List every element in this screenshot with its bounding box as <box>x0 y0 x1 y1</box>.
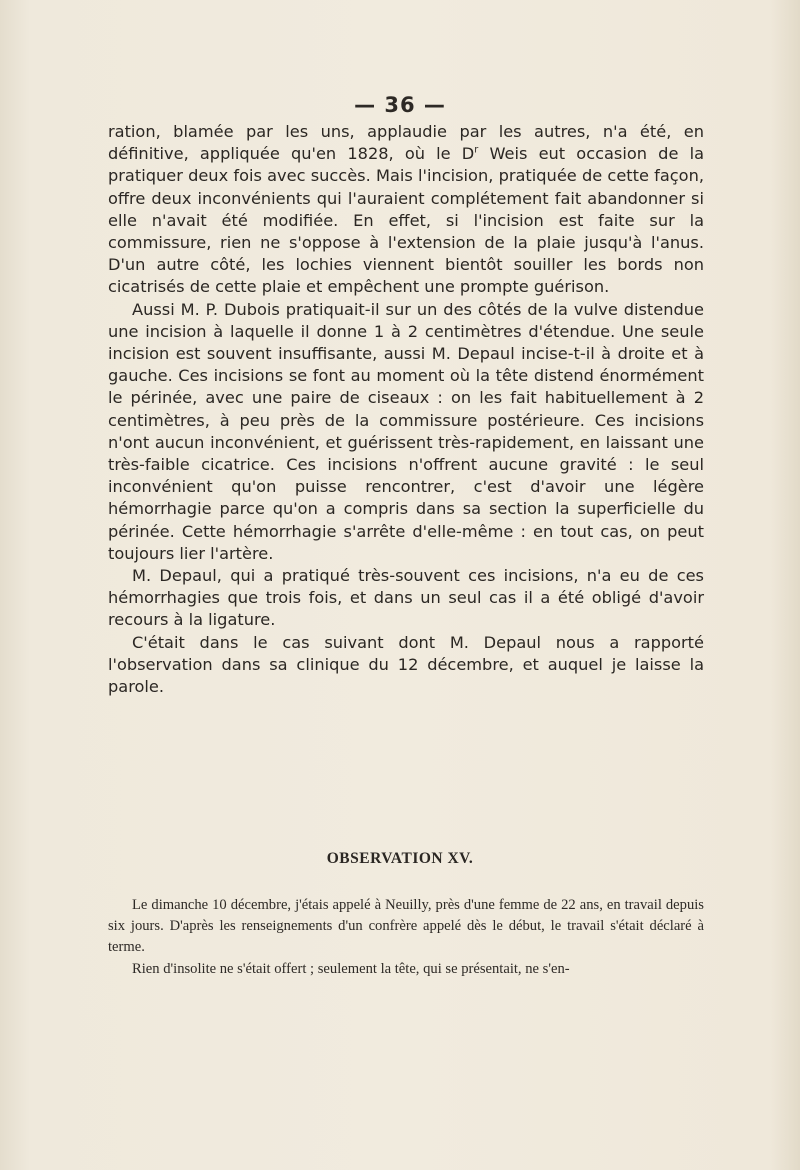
paragraph: Le dimanche 10 décembre, j'étais appelé à Neuilly, près d'une femme de 22 ans, en travail depuis six jours. D'après les renseignements d'un confrère appelé dès le début, le travail s'était déclaré à terme. <box>108 897 704 956</box>
page-number: — 36 — <box>354 93 446 117</box>
paragraph: M. Depaul, qui a pratiqué très-souvent ces incisions, n'a eu de ces hémorrhagies que trois fois, et dans un seul cas il a été obligé d'avoir recours à la ligature. <box>108 566 704 630</box>
observation-text <box>108 895 704 980</box>
paragraph: C'était dans le cas suivant dont M. Depaul nous a rapporté l'observation dans sa clinique du 12 décembre, et auquel je laisse la parole. <box>108 632 704 697</box>
observation-heading: OBSERVATION XV. <box>326 850 474 867</box>
paragraph-text: ration, blamée par les uns, applaudie par les autres, n'a été, en définitive, appliquée qu'en 1828, où le D <box>108 122 704 164</box>
paragraph: Rien d'insolite ne s'était offert ; seulement la tête, qui se présentait, ne s'en- <box>132 960 570 977</box>
main-text <box>108 121 704 698</box>
paragraph: Aussi M. P. Dubois pratiquait-il sur un des côtés de la vulve distendue une incision à laquelle il donne 1 à 2 centimètres d'étendue. Une seule incision est souvent insuffisante, aussi M. Depaul incise-t-il à droite et à gauche. Ces incisions se font au moment où la tête distend énormément le périnée, avec une paire de ciseaux : on les fait habituellement à 2 centimètres, à peu près de la commissure postérieure. Ces incisions n'ont aucun inconvénient, et guérissent très-rapidement, en laissant une très-faible cicatrice. Ces incisions n'offrent aucune gravité : le seul inconvénient qu'on puisse rencontrer, c'est d'avoir une légère hémorrhagie parce qu'on a compris dans sa section la superficielle du périnée. Cette hémorrhagie s'arrête d'elle-même : en tout cas, on peut toujours lier l'artère. <box>108 299 704 563</box>
paragraph-text: Weis eut occasion de la pratiquer deux fois avec succès. Mais l'incision, pratiquée de cette façon, offre deux inconvénients qui l'auraient complétement fait abandonner si elle n'avait été modifiée. En effet, si l'incision est faite sur la commissure, rien ne s'oppose à l'extension de la plaie jusqu'à l'anus. D'un autre côté, les lochies viennent bientôt souiller les bords non cicatrisés de cette plaie et empêchent une prompte guérison. <box>108 144 705 297</box>
paragraph <box>108 121 704 299</box>
superscript: r <box>474 144 479 156</box>
